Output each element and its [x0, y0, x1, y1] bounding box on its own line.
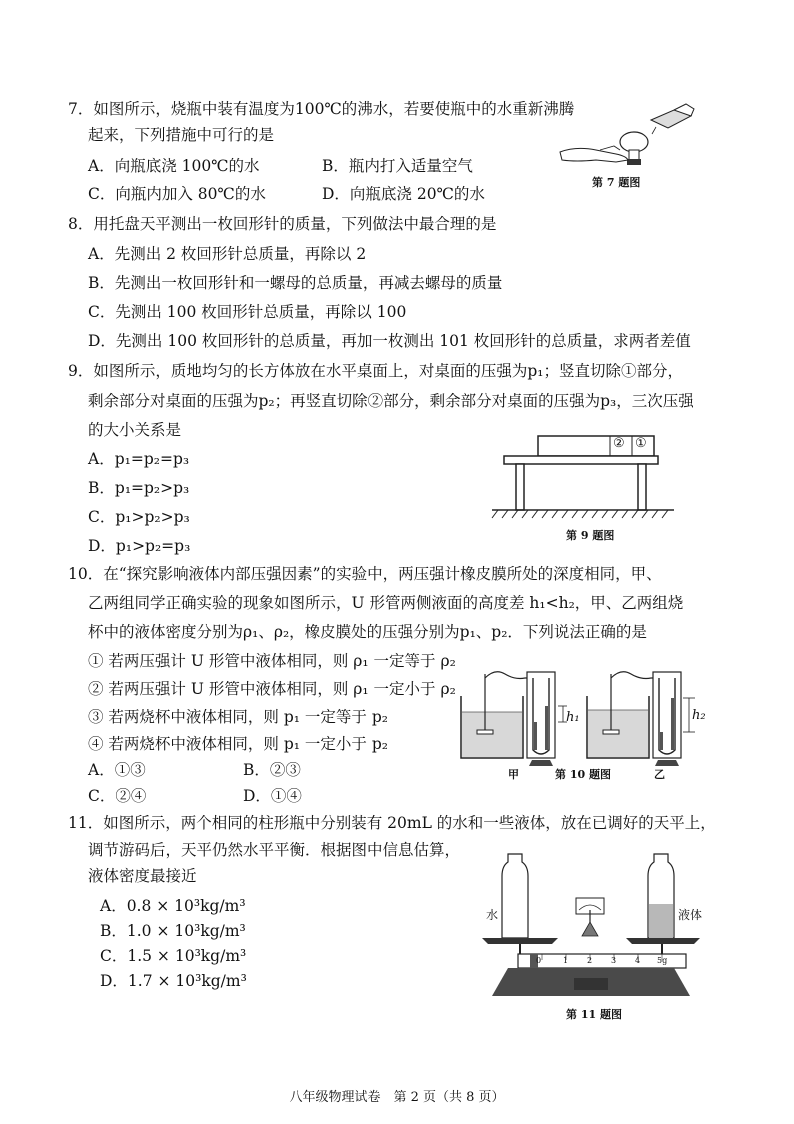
q11-liquid-label: 液体 [678, 908, 703, 922]
q11-water-label: 水 [486, 908, 499, 922]
q10-statement-4: ④ 若两烧杯中液体相同，则 p₁ 一定小于 p₂ [88, 735, 388, 753]
q8-option-b: B．先测出一枚回形针和一螺母的总质量，再减去螺母的质量 [88, 274, 503, 292]
q10-left-label: 甲 [508, 768, 519, 781]
page-footer: 八年级物理试卷 第 2 页（共 8 页） [289, 1090, 505, 1105]
q11-scale-2: 2 [587, 956, 593, 965]
q11-scale-4: 4 [635, 956, 641, 965]
q7-option-a: A．向瓶底浇 100℃的水 [88, 157, 260, 175]
q10-h2-label: h₂ [692, 708, 706, 723]
q9-stem-line2: 剩余部分对桌面的压强为p₂；再竖直切除②部分，剩余部分对桌面的压强为p₃，三次压强 [88, 392, 694, 410]
q7-caption: 第 7 题图 [592, 176, 641, 189]
q11-scale-0: 0 [536, 956, 542, 965]
q9-option-b: B．p₁=p₂>p₃ [88, 479, 190, 497]
q10-figure [455, 666, 705, 770]
q8-option-d: D．先测出 100 枚回形针的总质量，再加一枚测出 101 枚回形针的总质量，求两者差值 [88, 332, 691, 350]
q9-option-d: D．p₁>p₂=p₃ [88, 537, 191, 555]
q10-option-a: A．①③ [88, 761, 146, 779]
q7-option-b: B．瓶内打入适量空气 [322, 157, 473, 175]
q9-stem-line3: 的大小关系是 [88, 421, 182, 439]
q10-stem-line2: 乙两组同学正确实验的现象如图所示，U 形管两侧液面的高度差 h₁<h₂，甲、乙两组烧 [88, 594, 684, 612]
q11-option-a: A．0.8 × 10³kg/m³ [100, 897, 246, 915]
q9-option-a: A．p₁=p₂=p₃ [88, 450, 190, 468]
q8-option-c: C．先测出 100 枚回形针总质量，再除以 100 [88, 303, 407, 321]
q11-stem-line3: 液体密度最接近 [88, 867, 197, 885]
q7-option-c: C．向瓶内加入 80℃的水 [88, 185, 266, 203]
q7-stem-line2: 起来，下列措施中可行的是 [88, 126, 275, 144]
q10-stem-line1: 10．在“探究影响液体内部压强因素”的实验中，两压强计橡皮膜所处的深度相同，甲、 [68, 565, 662, 583]
q8-stem: 8．用托盘天平测出一枚回形针的质量，下列做法中最合理的是 [68, 215, 497, 233]
q9-stem-line1: 9．如图所示，质地均匀的长方体放在水平桌面上，对桌面的压强为p₁；竖直切除①部分， [68, 362, 684, 380]
q11-option-c: C．1.5 × 10³kg/m³ [100, 947, 247, 965]
q9-caption: 第 9 题图 [566, 529, 615, 542]
q7-option-d: D．向瓶底浇 20℃的水 [322, 185, 485, 203]
q10-statement-1: ① 若两压强计 U 形管中液体相同，则 ρ₁ 一定等于 ρ₂ [88, 652, 456, 670]
q10-caption: 第 10 题图 [555, 768, 611, 781]
q9-option-c: C．p₁>p₂>p₃ [88, 508, 190, 526]
q11-scale-5: 5g [657, 956, 668, 965]
q9-figure [488, 430, 678, 525]
q11-figure [478, 846, 704, 1002]
q10-option-b: B．②③ [243, 761, 301, 779]
q10-h1-label: h₁ [566, 710, 580, 725]
q10-right-label: 乙 [654, 768, 665, 781]
q9-part2-label: ② [613, 436, 625, 451]
q7-figure [556, 100, 706, 180]
q11-scale-1: 1 [563, 956, 569, 965]
q9-part1-label: ① [635, 436, 647, 451]
q10-statement-3: ③ 若两烧杯中液体相同，则 p₁ 一定等于 p₂ [88, 708, 388, 726]
q10-option-d: D．①④ [243, 787, 302, 805]
q11-stem-line2: 调节游码后，天平仍然水平平衡．根据图中信息估算， [88, 841, 461, 859]
q10-statement-2: ② 若两压强计 U 形管中液体相同，则 ρ₁ 一定小于 ρ₂ [88, 680, 456, 698]
q7-stem-line1: 7．如图所示，烧瓶中装有温度为100℃的沸水，若要使瓶中的水重新沸腾 [68, 100, 575, 118]
q8-option-a: A．先测出 2 枚回形针总质量，再除以 2 [88, 245, 367, 263]
q10-stem-line3: 杯中的液体密度分别为ρ₁、ρ₂，橡皮膜处的压强分别为p₁、p₂．下列说法正确的是 [88, 623, 647, 641]
q10-option-c: C．②④ [88, 787, 147, 805]
q11-scale-3: 3 [611, 956, 617, 965]
q11-option-b: B．1.0 × 10³kg/m³ [100, 922, 246, 940]
q11-stem-line1: 11．如图所示，两个相同的柱形瓶中分别装有 20mL 的水和一些液体，放在已调好的天平上， [68, 814, 716, 832]
q11-caption: 第 11 题图 [566, 1008, 622, 1021]
q11-option-d: D．1.7 × 10³kg/m³ [100, 972, 247, 990]
